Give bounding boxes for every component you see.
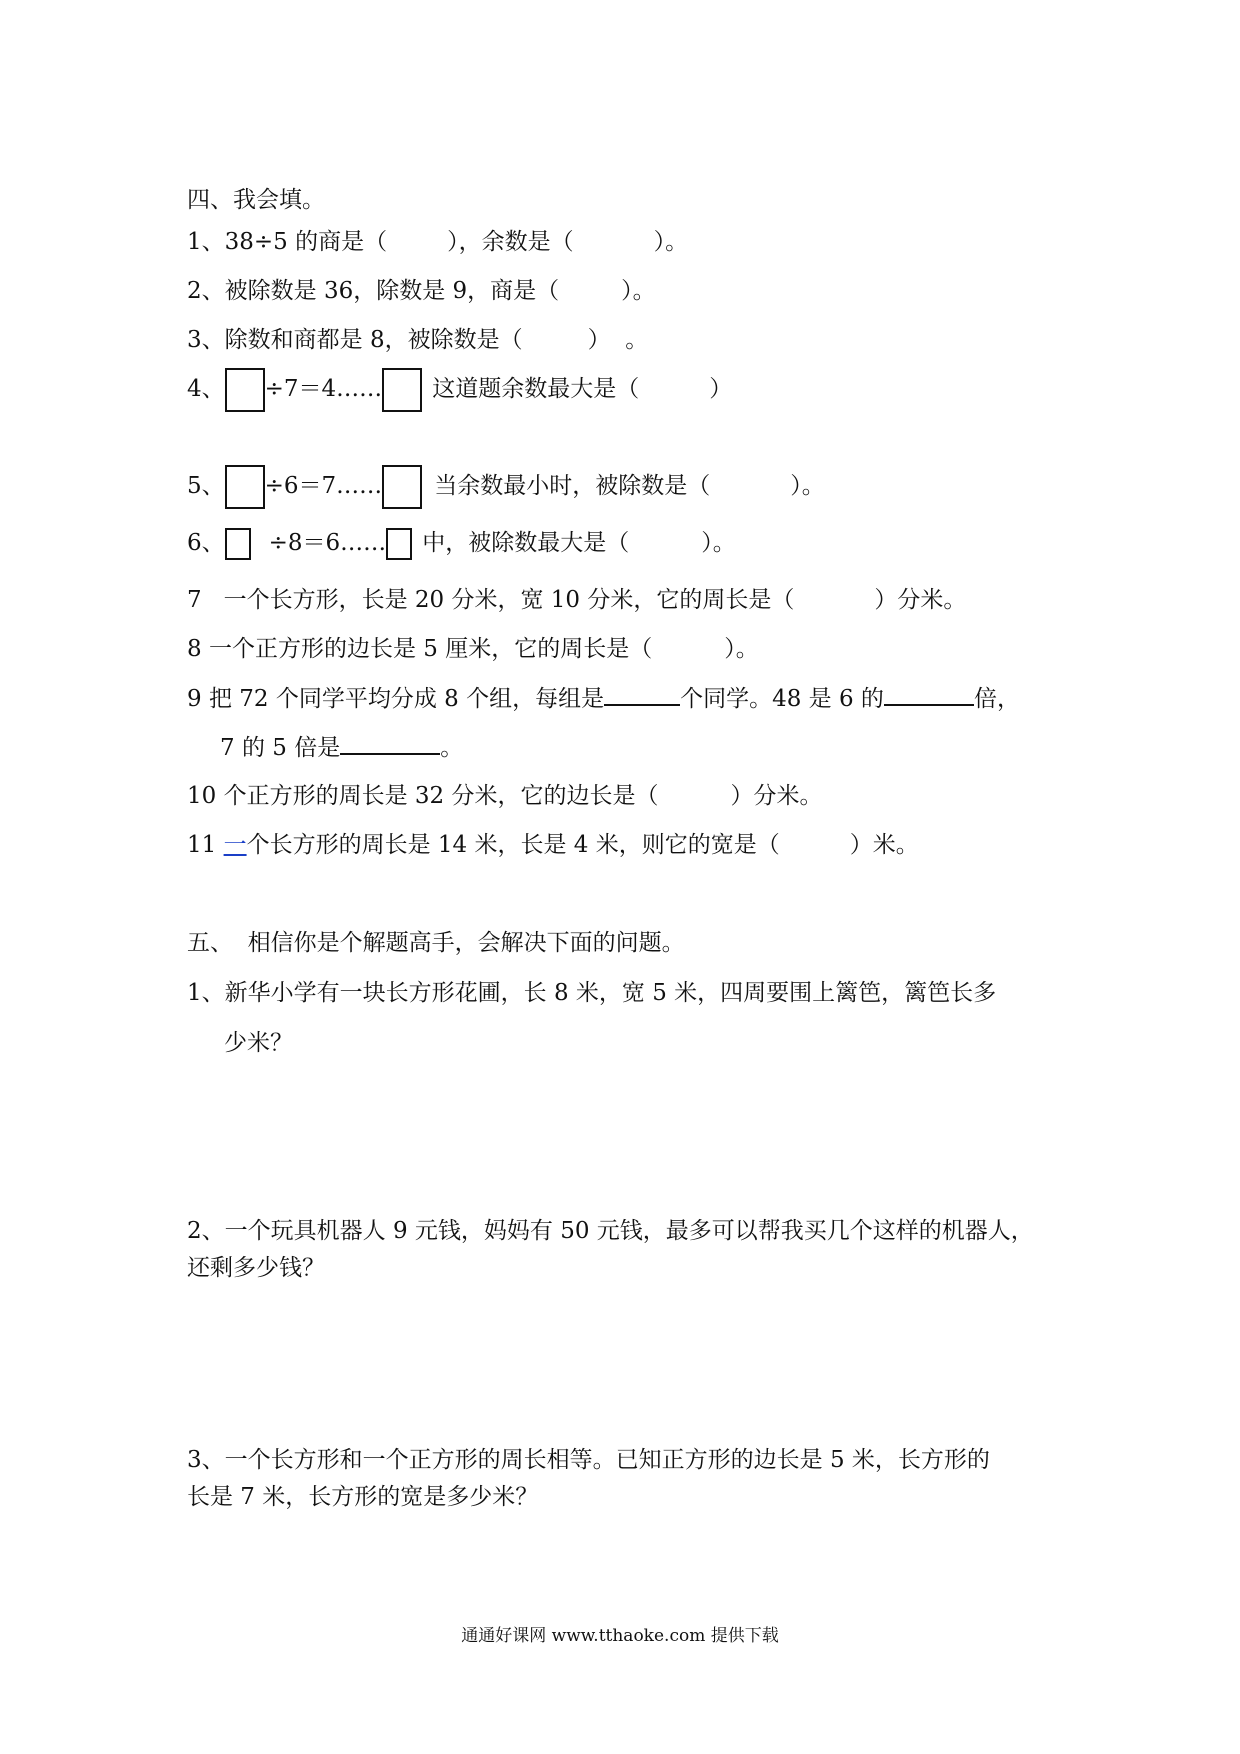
problem-3-line-2: 长是 7 米，长方形的宽是多少米？ xyxy=(187,1484,539,1510)
problem-1-line-1: 1、新华小学有一块长方形花圃，长 8 米，宽 5 米，四周要围上篱笆，篱笆长多 xyxy=(187,980,997,1006)
answer-box[interactable] xyxy=(225,368,265,412)
problem-1-line-2: 少米？ xyxy=(224,1030,293,1056)
section-4-heading: 四、我会填。 xyxy=(187,187,325,213)
answer-blank[interactable] xyxy=(340,731,440,755)
question-11: 11 一个长方形的周长是 14 米，长是 4 米，则它的宽是（ ）米。 xyxy=(187,832,919,858)
question-6: 6、 ÷8＝6…… 中，被除数最大是（ ）。 xyxy=(187,527,736,560)
question-3: 3、除数和商都是 8，被除数是（ ） 。 xyxy=(187,327,649,353)
section-5-heading: 五、 相信你是个解题高手，会解决下面的问题。 xyxy=(187,930,685,956)
answer-blank[interactable] xyxy=(604,682,680,706)
question-8: 8 一个正方形的边长是 5 厘米，它的周长是（ ）。 xyxy=(187,636,759,662)
question-9-continued: 7 的 5 倍是 。 xyxy=(220,731,463,764)
answer-blank[interactable] xyxy=(884,682,974,706)
answer-box[interactable] xyxy=(225,465,265,509)
problem-3-line-1: 3、一个长方形和一个正方形的周长相等。已知正方形的边长是 5 米，长方形的 xyxy=(187,1447,990,1473)
answer-box[interactable] xyxy=(225,528,251,560)
question-9: 9 把 72 个同学平均分成 8 个组，每组是 个同学。48 是 6 的 倍， xyxy=(187,682,1020,715)
answer-box[interactable] xyxy=(382,368,422,412)
answer-box[interactable] xyxy=(386,528,412,560)
question-10: 10 个正方形的周长是 32 分米，它的边长是（ ）分米。 xyxy=(187,783,823,809)
question-1: 1、38÷5 的商是（ ），余数是（ ）。 xyxy=(187,229,689,255)
question-7: 7 一个长方形，长是 20 分米，宽 10 分米，它的周长是（ ）分米。 xyxy=(187,587,967,613)
problem-2-line-1: 2、一个玩具机器人 9 元钱，妈妈有 50 元钱，最多可以帮我买几个这样的机器人， xyxy=(187,1218,1034,1244)
question-2: 2、被除数是 36，除数是 9，商是（ ）。 xyxy=(187,278,656,304)
page-footer: 通通好课网 www.tthaoke.com 提供下载 xyxy=(461,1626,779,1646)
question-5: 5、 ÷6＝7…… 当余数最小时，被除数是（ ）。 xyxy=(187,465,825,509)
text-link[interactable]: 一 xyxy=(223,832,247,858)
question-4: 4、 ÷7＝4…… 这道题余数最大是（ ） xyxy=(187,368,732,412)
answer-box[interactable] xyxy=(382,465,422,509)
problem-2-line-2: 还剩多少钱？ xyxy=(187,1255,325,1281)
